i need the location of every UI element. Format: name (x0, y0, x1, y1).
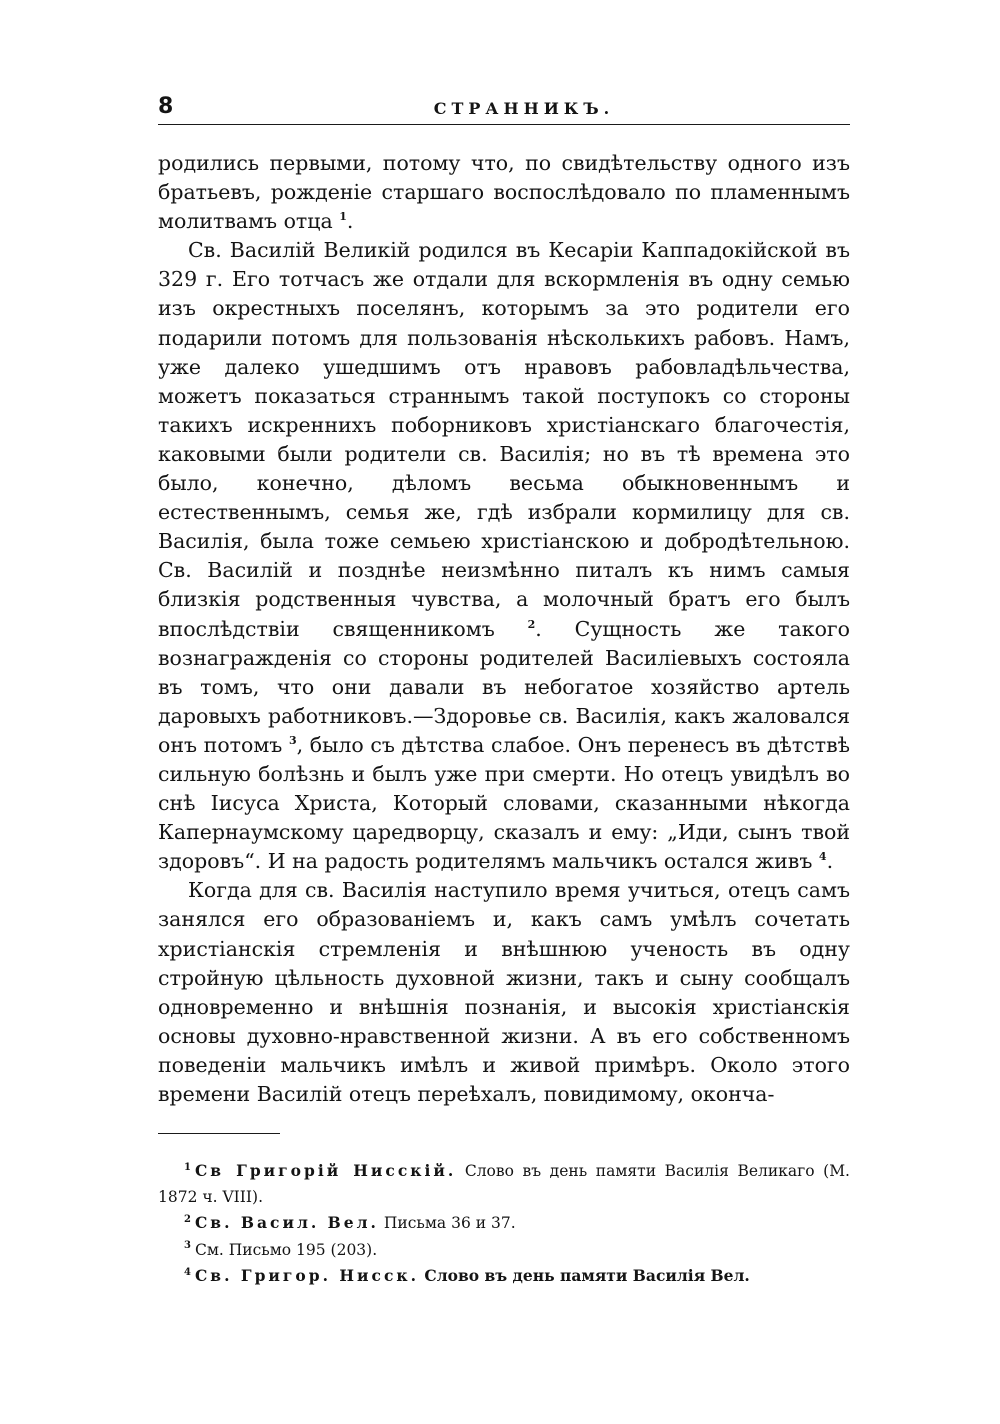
footnote-ref-4: 4 (818, 850, 827, 864)
footnote-mark: 1 (184, 1161, 191, 1173)
paragraph-2-end: . (826, 849, 834, 874)
footnote-author: Св. Григор. Нисск. (194, 1266, 419, 1286)
footnote-text: См. Письмо 195 (203). (194, 1240, 378, 1259)
footnote-divider (158, 1133, 280, 1134)
paragraph-1-end: . (346, 209, 354, 234)
paragraph-2-text-b: . Сущность же такого вознагражденія со стороны родителей Василіевыхъ состояла въ томъ, что они давали въ небогатое хозяйство артель даровыхъ работниковъ.—Здоровье св. Василія, какъ жаловался онъ потомъ (158, 616, 850, 757)
footnote-text: Слово въ день памяти Василія Великаго (М. 1872 ч. VIII). (158, 1162, 850, 1206)
body-text (158, 149, 850, 1109)
footnote-ref-1: 1 (339, 210, 347, 224)
paragraph-1-text: родились первыми, потому что, по свидѣтельству одного изъ братьевъ, рожденіе старшаго воспослѣдовало по пламеннымъ молитвамъ отца (158, 151, 850, 234)
footnote-text: Слово въ день памяти Василія Вел. (418, 1266, 750, 1286)
footnote-author: Св Григорій Нисскій. (194, 1161, 457, 1181)
page-number: 8 (158, 94, 174, 119)
paragraph-3: Когда для св. Василія наступило время учиться, отецъ самъ занялся его образованіемъ и, какъ самъ умѣлъ сочетать христіанскія стремленія и внѣшнюю ученость въ одну стройную цѣльность духовной жизни, такъ и сыну сообщалъ одновременно и внѣшнія познанія, и высокія христіанскія основы духовно-нравственной жизни. А въ его собственномъ поведеніи мальчикъ имѣлъ и живой примѣръ. Около этого времени Василій отецъ переѣхалъ, повидимому, оконча- (158, 878, 850, 1106)
footnote-author: Св. Васил. Вел. (194, 1213, 379, 1233)
footnote-4 (158, 1263, 850, 1290)
paragraph-2 (158, 236, 850, 876)
footnote-ref-2: 2 (527, 617, 536, 631)
footnote-3 (158, 1237, 850, 1264)
footnote-mark: 2 (184, 1213, 191, 1225)
footnote-text: Письма 36 и 37. (378, 1214, 516, 1233)
footnote-mark: 4 (184, 1266, 191, 1278)
footnote-2 (158, 1210, 850, 1237)
footnote-1 (158, 1158, 850, 1210)
book-page (158, 90, 850, 1290)
running-title: СТРАННИКЪ. (433, 99, 615, 118)
paragraph-1 (158, 149, 850, 236)
paragraph-2-text-a: Св. Василій Великій родился въ Кесаріи Каппадокійской въ 329 г. Его тотчасъ же отдали для вскормленія въ одну семью изъ окрестныхъ поселянъ, которымъ за это родители его подарили потомъ для пользованія нѣсколькихъ рабовъ. Намъ, уже далеко ушедшимъ отъ нравовъ рабовладѣльчества, можетъ показаться страннымъ такой поступокъ со стороны такихъ искреннихъ поборниковъ христіанскаго благочестія, каковыми были родители св. Василія; но въ тѣ времена это было, конечно, дѣломъ весьма обыкновеннымъ и естественнымъ, семья же, гдѣ избрали кормилицу для св. Василія, была тоже семьею христіанскою и добродѣтельною. Св. Василій и позднѣе неизмѣнно питалъ къ нимъ самыя близкія родственныя чувства, а молочный братъ его былъ впослѣдствіи священникомъ (158, 238, 850, 641)
footnote-mark: 3 (184, 1240, 191, 1252)
footnote-ref-3: 3 (288, 734, 297, 748)
footnotes (158, 1158, 850, 1290)
paragraph-2-text-c: , было съ дѣтства слабое. Онъ перенесъ въ дѣтствѣ сильную болѣзнь и былъ уже при смерти. Но отецъ увидѣлъ во снѣ Іисуса Христа, Который словами, сказанными нѣкогда Капернаумскому царедворцу, сказалъ и ему: „Иди, сынъ твой здоровъ“. И на радость родителямъ мальчикъ остался живъ (158, 732, 850, 874)
page-header (158, 90, 850, 125)
